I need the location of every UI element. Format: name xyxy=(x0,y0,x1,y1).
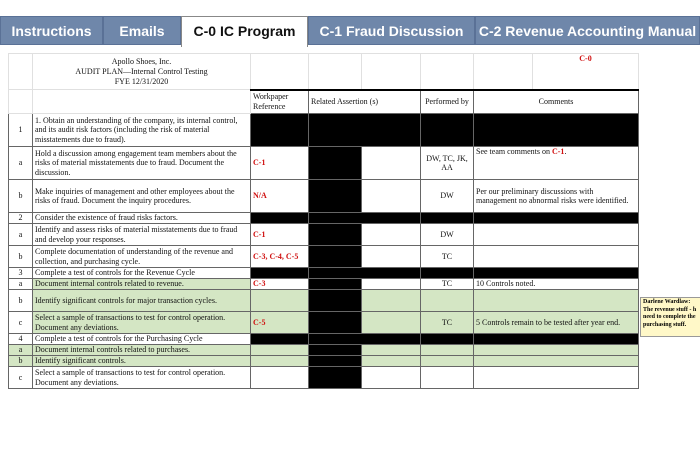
comment-cell[interactable]: See team comments on C-1. xyxy=(474,147,639,180)
audit-plan-sheet xyxy=(8,53,639,389)
header-assertion: Related Assertion (s) xyxy=(309,90,421,114)
row-number: c xyxy=(9,367,33,389)
row-number: b xyxy=(9,290,33,312)
row-step[interactable]: Make inquiries of management and other employees about the risks of fraud. Document the inquiry procedures. xyxy=(33,180,251,213)
header-comments: Comments xyxy=(474,90,639,114)
performed-by[interactable] xyxy=(421,367,474,389)
table-row xyxy=(9,279,639,290)
header-info xyxy=(33,54,251,90)
comment-cell[interactable] xyxy=(474,246,639,268)
row-number: a xyxy=(9,147,33,180)
row-step[interactable]: Select a sample of transactions to test for control operation. Document any deviations. xyxy=(33,367,251,389)
row-step[interactable]: Complete a test of controls for the Revenue Cycle xyxy=(33,268,251,279)
header-workpaper: Workpaper Reference xyxy=(251,90,309,114)
row-number: b xyxy=(9,356,33,367)
row-step[interactable]: Complete a test of controls for the Purchasing Cycle xyxy=(33,334,251,345)
sheet-tab-bar xyxy=(0,16,700,47)
row-number: 2 xyxy=(9,213,33,224)
comment-cell[interactable] xyxy=(474,356,639,367)
fiscal-year: FYE 12/31/2020 xyxy=(114,76,169,86)
workpaper-ref[interactable]: C-3 xyxy=(251,279,309,290)
workpaper-ref[interactable] xyxy=(251,345,309,356)
performed-by[interactable]: TC xyxy=(421,246,474,268)
row-number: a xyxy=(9,279,33,290)
row-number: b xyxy=(9,180,33,213)
performed-by[interactable]: DW, TC, JK, AA xyxy=(421,147,474,180)
workpaper-ref[interactable]: C-5 xyxy=(251,312,309,334)
row-step[interactable]: Document internal controls related to revenue. xyxy=(33,279,251,290)
workpaper-ref[interactable] xyxy=(251,290,309,312)
table-row xyxy=(9,312,639,334)
performed-by[interactable] xyxy=(421,345,474,356)
performed-by[interactable]: DW xyxy=(421,180,474,213)
row-step[interactable]: Select a sample of transactions to test for control operation. Document any deviations. xyxy=(33,312,251,334)
tab-c1-fraud-discussion[interactable]: C-1 Fraud Discussion xyxy=(308,16,475,45)
tab-c2-revenue-accounting-manual[interactable]: C-2 Revenue Accounting Manual xyxy=(475,16,700,45)
table-row xyxy=(9,290,639,312)
row-number: 3 xyxy=(9,268,33,279)
table-row xyxy=(9,334,639,345)
row-number: c xyxy=(9,312,33,334)
workpaper-ref[interactable]: C-1 xyxy=(251,224,309,246)
table-row xyxy=(9,213,639,224)
row-number: 4 xyxy=(9,334,33,345)
row-number: a xyxy=(9,345,33,356)
comment-cell[interactable]: 5 Controls remain to be tested after year end. xyxy=(474,312,639,334)
header-performed: Performed by xyxy=(421,90,474,114)
performed-by[interactable] xyxy=(421,356,474,367)
table-row xyxy=(9,345,639,356)
tab-instructions[interactable]: Instructions xyxy=(0,16,103,45)
workpaper-ref[interactable]: C-1 xyxy=(251,147,309,180)
row-number: a xyxy=(9,224,33,246)
comment-cell[interactable] xyxy=(474,224,639,246)
performed-by[interactable]: TC xyxy=(421,312,474,334)
tab-emails[interactable]: Emails xyxy=(103,16,181,45)
company-name: Apollo Shoes, Inc. xyxy=(111,56,172,66)
row-step[interactable]: 1. Obtain an understanding of the company, its internal control, and its audit risk factors (including the risk of material misstatements due to fraud). xyxy=(33,114,251,147)
table-row xyxy=(9,246,639,268)
comment-cell[interactable] xyxy=(474,345,639,356)
performed-by[interactable] xyxy=(421,290,474,312)
row-number: b xyxy=(9,246,33,268)
workpaper-ref[interactable]: N/A xyxy=(251,180,309,213)
row-step[interactable]: Hold a discussion among engagement team members about the risks of material misstatements due to fraud. Document the discussion. xyxy=(33,147,251,180)
table-row xyxy=(9,356,639,367)
tab-c0-ic-program[interactable]: C-0 IC Program xyxy=(181,16,308,47)
comment-cell[interactable]: Per our preliminary discussions with management no abnormal risks were identified. xyxy=(474,180,639,213)
comment-cell[interactable] xyxy=(474,290,639,312)
table-row xyxy=(9,114,639,147)
table-row xyxy=(9,268,639,279)
audit-plan-table xyxy=(8,53,639,389)
workpaper-ref[interactable] xyxy=(251,356,309,367)
workpaper-ref[interactable] xyxy=(251,367,309,389)
table-row xyxy=(9,367,639,389)
workpaper-ref[interactable]: C-3, C-4, C-5 xyxy=(251,246,309,268)
performed-by[interactable]: TC xyxy=(421,279,474,290)
row-step[interactable]: Identify significant controls. xyxy=(33,356,251,367)
row-step[interactable]: Document internal controls related to purchases. xyxy=(33,345,251,356)
row-step[interactable]: Identify and assess risks of material misstatements due to fraud and develop your responses. xyxy=(33,224,251,246)
ref-code: C-0 xyxy=(533,54,639,90)
row-step[interactable]: Complete documentation of understanding of the revenue and collection, and purchasing cycle. xyxy=(33,246,251,268)
performed-by[interactable]: DW xyxy=(421,224,474,246)
plan-title: AUDIT PLAN—Internal Control Testing xyxy=(75,66,208,76)
table-row xyxy=(9,180,639,213)
table-row xyxy=(9,224,639,246)
comment-cell[interactable] xyxy=(474,367,639,389)
row-step[interactable]: Identify significant controls for major transaction cycles. xyxy=(33,290,251,312)
table-row xyxy=(9,147,639,180)
row-number: 1 xyxy=(9,114,33,147)
comment-cell[interactable]: 10 Controls noted. xyxy=(474,279,639,290)
cell-comment-note[interactable]: Darlene Wardlaw: The revenue stuff - h need to complete the purchasing stuff. xyxy=(640,297,700,337)
row-step[interactable]: Consider the existence of fraud risks factors. xyxy=(33,213,251,224)
